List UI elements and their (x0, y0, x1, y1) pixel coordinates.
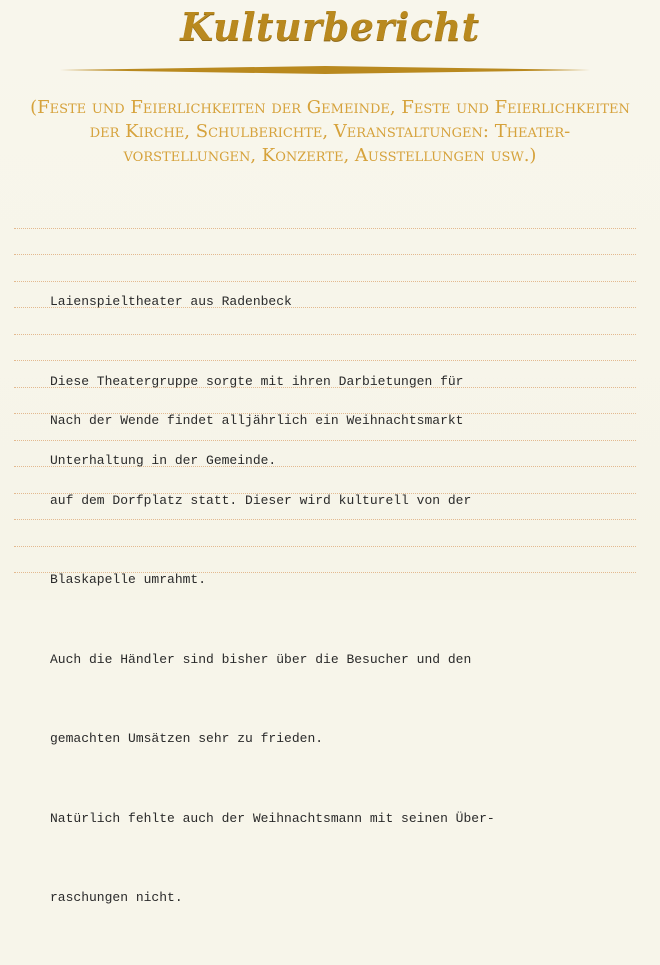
report-text-line: Laienspieltheater aus Radenbeck (50, 294, 292, 309)
ruled-line (14, 228, 636, 229)
report-text-line: Blaskapelle umrahmt. (50, 572, 207, 587)
report-text-line: auf dem Dorfplatz statt. Dieser wird kulturell von der (50, 492, 472, 508)
report-text-line: Unterhaltung in der Gemeinde. (50, 453, 277, 468)
report-text-line: Natürlich fehlte auch der Weihnachtsmann mit seinen Über- (50, 810, 495, 826)
category-description-line-1: (Feste und Feierlichkeiten der Gemeinde, Feste und Feierlichkeiten (30, 97, 630, 118)
report-text-line: Auch die Händler sind bisher über die Besucher und den (50, 651, 472, 667)
title-underline-ornament (60, 66, 590, 74)
report-text-line: raschungen nicht. (50, 890, 183, 905)
category-description (10, 96, 650, 168)
report-paragraph-2 (50, 355, 630, 965)
report-text-line: Diese Theatergruppe sorgte mit ihren Darbietungen für (50, 373, 464, 389)
category-description-line-2: der Kirche, Schulberichte, Veranstaltungen: Theater- (89, 121, 571, 142)
category-description-line-3: vorstellungen, Konzerte, Ausstellungen usw.) (123, 145, 537, 166)
report-text-line: gemachten Umsätzen sehr zu frieden. (50, 731, 324, 746)
report-text-line: Nach der Wende findet alljährlich ein Weihnachtsmarkt (50, 413, 464, 428)
page-title: Kulturbericht (180, 4, 480, 49)
